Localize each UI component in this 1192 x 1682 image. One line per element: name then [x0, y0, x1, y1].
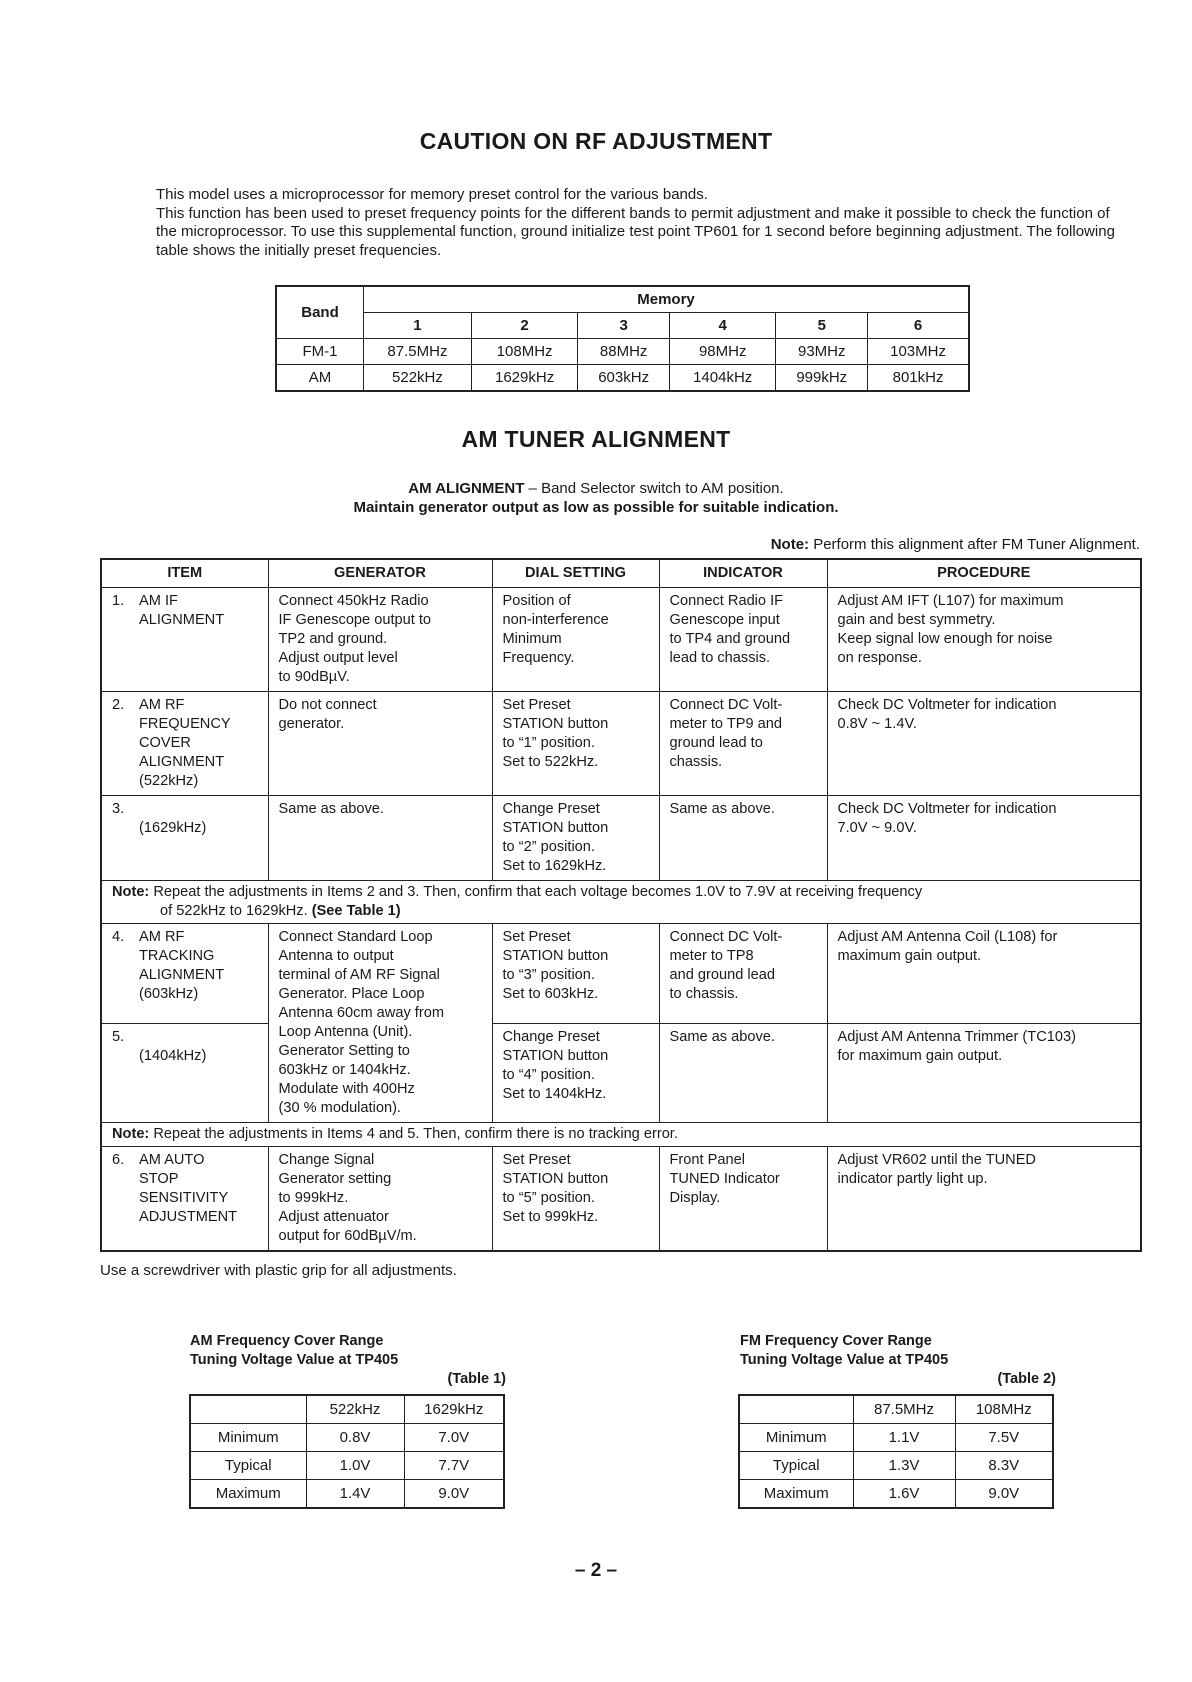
procedure-cell: [827, 924, 1141, 1024]
am-alignment-table: [100, 558, 1142, 1252]
col-header: 1629kHz: [404, 1395, 504, 1424]
text-line: Adjust output level: [278, 650, 398, 666]
dial-cell: [492, 796, 659, 881]
intro-para-2: This function has been used to preset frequency points for the different bands to permit adjustment and make it possible to check the function of the microprocessor. To use this supplemental function, ground initialize test point TP601 for 1 second before beginning adjustment. The following table shows the initially preset frequencies.: [156, 204, 1115, 260]
text-line: Tuning Voltage Value at TP405: [190, 1352, 399, 1368]
item-cell: [101, 588, 268, 692]
text-line: Set Preset: [502, 1152, 571, 1168]
text-line: Position of: [502, 593, 571, 609]
item-cell: [101, 796, 268, 881]
text-line: Antenna 60cm away from: [278, 1005, 444, 1021]
generator-cell-shared: [268, 924, 492, 1123]
text-line: Same as above.: [278, 801, 384, 817]
subtitle-rest: – Band Selector switch to AM position.: [524, 480, 784, 497]
text-line: Set to 603kHz.: [502, 986, 599, 1002]
table-row: [739, 1424, 1053, 1452]
table-row: [276, 365, 969, 392]
am-alignment-subtitle: [0, 479, 1192, 517]
memory-cell: 103MHz: [868, 339, 969, 365]
text-line: SENSITIVITY: [139, 1190, 229, 1206]
text-line: Same as above.: [669, 1028, 775, 1045]
value-cell: 1.3V: [853, 1452, 955, 1480]
text-line: Change Preset: [502, 1028, 600, 1045]
text-line: to chassis.: [669, 986, 739, 1002]
text-line: output for 60dBµV/m.: [278, 1228, 417, 1244]
text-line: meter to TP8: [669, 948, 754, 964]
text-line: Set to 1629kHz.: [502, 858, 607, 874]
table2-caption: [740, 1332, 1056, 1389]
subtitle-line-2: Maintain generator output as low as possible for suitable indication.: [353, 499, 839, 516]
header-indicator: INDICATOR: [659, 559, 827, 588]
text-line: Keep signal low enough for noise: [837, 631, 1053, 647]
procedure-cell: [827, 1023, 1141, 1123]
memory-cell: 603kHz: [578, 365, 670, 392]
indicator-cell: [659, 1023, 827, 1123]
header-procedure: PROCEDURE: [827, 559, 1141, 588]
dial-cell: [492, 692, 659, 796]
memory-cell: 801kHz: [868, 365, 969, 392]
generator-cell: [268, 1147, 492, 1252]
generator-cell: [268, 588, 492, 692]
text-line: Generator. Place Loop: [278, 986, 425, 1002]
dial-cell: [492, 924, 659, 1024]
procedure-cell: [827, 1147, 1141, 1252]
item-cell: [101, 692, 268, 796]
value-cell: 1.1V: [853, 1424, 955, 1452]
col-header: 87.5MHz: [853, 1395, 955, 1424]
memory-col-header: 5: [776, 313, 868, 339]
value-cell: 0.8V: [306, 1424, 404, 1452]
memory-cell: 93MHz: [776, 339, 868, 365]
text-line: Repeat the adjustments in Items 4 and 5. Then, confirm there is no tracking error.: [149, 1126, 678, 1142]
memory-cell: 87.5MHz: [364, 339, 472, 365]
memory-col-header: 2: [471, 313, 577, 339]
text-line: Adjust attenuator: [278, 1209, 389, 1225]
text-line: 7.0V ~ 9.0V.: [837, 820, 917, 836]
text-line: gain and best symmetry.: [837, 612, 996, 628]
table-row: [101, 588, 1141, 692]
text-line: 4.: [112, 929, 125, 945]
table-row: [276, 339, 969, 365]
text-line: Set to 522kHz.: [502, 754, 599, 770]
memory-col-header: 1: [364, 313, 472, 339]
text-line: Change Preset: [502, 801, 600, 817]
text-line: Set to 999kHz.: [502, 1209, 599, 1225]
header-item: ITEM: [101, 559, 268, 588]
memory-col-header: 3: [578, 313, 670, 339]
text-line: TRACKING: [139, 948, 215, 964]
memory-col-header: 4: [669, 313, 775, 339]
memory-cell: 98MHz: [669, 339, 775, 365]
text-line: AM Frequency Cover Range: [190, 1333, 384, 1349]
text-line: 603kHz or 1404kHz.: [278, 1062, 411, 1078]
table-row: [190, 1480, 504, 1509]
row-header: Minimum: [739, 1424, 853, 1452]
text-line: 3.: [112, 801, 125, 817]
text-line: ADJUSTMENT: [139, 1209, 238, 1225]
value-cell: 7.5V: [955, 1424, 1053, 1452]
text-line: Modulate with 400Hz: [278, 1081, 415, 1097]
intro-text: [156, 186, 1124, 261]
value-cell: 1.0V: [306, 1452, 404, 1480]
text-line: Connect Standard Loop: [278, 929, 433, 945]
empty-cell: [190, 1395, 306, 1424]
note-row: [101, 1123, 1141, 1147]
value-cell: 1.6V: [853, 1480, 955, 1509]
text-line: to “3” position.: [502, 967, 595, 983]
text-line: Connect 450kHz Radio: [278, 593, 429, 609]
item-cell: [101, 1023, 268, 1123]
fm-cover-range-table: [738, 1394, 1054, 1509]
memory-cell: 108MHz: [471, 339, 577, 365]
value-cell: 1.4V: [306, 1480, 404, 1509]
item-cell: [101, 924, 268, 1024]
text-line: Note:: [112, 1126, 150, 1142]
text-line: Adjust AM Antenna Coil (L108) for: [837, 929, 1058, 945]
generator-cell: [268, 796, 492, 881]
col-header: 522kHz: [306, 1395, 404, 1424]
text-line: ALIGNMENT: [139, 612, 225, 628]
note-cell: [101, 881, 1141, 924]
table1-caption: [190, 1332, 506, 1389]
note-text: Perform this alignment after FM Tuner Alignment.: [809, 536, 1140, 553]
empty-cell: [739, 1395, 853, 1424]
text-line: Set to 1404kHz.: [502, 1085, 607, 1102]
text-line: (Table 1): [447, 1371, 506, 1387]
table-row: [190, 1424, 504, 1452]
value-cell: 7.0V: [404, 1424, 504, 1452]
text-line: for maximum gain output.: [837, 1047, 1003, 1064]
memory-cell: 522kHz: [364, 365, 472, 392]
table-row: [739, 1395, 1053, 1424]
table-row: [101, 796, 1141, 881]
indicator-cell: [659, 692, 827, 796]
text-line: chassis.: [669, 754, 723, 770]
indicator-cell: [659, 796, 827, 881]
text-line: (Table 2): [997, 1371, 1056, 1387]
text-line: 2.: [112, 697, 125, 713]
text-line: Generator setting: [278, 1171, 392, 1187]
text-line: generator.: [278, 716, 345, 732]
text-line: to 90dBµV.: [278, 669, 350, 685]
text-line: (603kHz): [139, 986, 199, 1002]
text-line: on response.: [837, 650, 922, 666]
memory-cell: 999kHz: [776, 365, 868, 392]
text-line: STATION button: [502, 1171, 609, 1187]
row-header: Maximum: [190, 1480, 306, 1509]
text-line: 5.: [112, 1028, 125, 1045]
text-line: (30 % modulation).: [278, 1100, 401, 1116]
value-cell: 8.3V: [955, 1452, 1053, 1480]
text-line: Set Preset: [502, 697, 571, 713]
memory-cell: 1404kHz: [669, 365, 775, 392]
text-line: lead to chassis.: [669, 650, 771, 666]
text-line: Frequency.: [502, 650, 575, 666]
table-row: [101, 1023, 1141, 1123]
text-line: AM RF: [139, 697, 185, 713]
band-cell: FM-1: [276, 339, 364, 365]
indicator-cell: [659, 588, 827, 692]
text-line: to 999kHz.: [278, 1190, 349, 1206]
value-cell: 7.7V: [404, 1452, 504, 1480]
text-line: terminal of AM RF Signal: [278, 967, 440, 983]
table-row: [101, 924, 1141, 1024]
text-line: ALIGNMENT: [139, 967, 225, 983]
text-line: (1404kHz): [139, 1047, 207, 1064]
col-header: 108MHz: [955, 1395, 1053, 1424]
text-line: Do not connect: [278, 697, 377, 713]
procedure-cell: [827, 692, 1141, 796]
text-line: Check DC Voltmeter for indication: [837, 801, 1057, 817]
note-fm-first: [771, 536, 1140, 553]
text-line: TUNED Indicator: [669, 1171, 780, 1187]
header-generator: GENERATOR: [268, 559, 492, 588]
caution-title: CAUTION ON RF ADJUSTMENT: [419, 128, 773, 154]
text-line: Genescope input: [669, 612, 780, 628]
text-line: Repeat the adjustments in Items 2 and 3. Then, confirm that each voltage becomes 1.0V to 7.9V at receiving frequency: [149, 884, 923, 900]
row-header: Minimum: [190, 1424, 306, 1452]
memory-cell: 88MHz: [578, 339, 670, 365]
value-cell: 9.0V: [404, 1480, 504, 1509]
generator-cell: [268, 692, 492, 796]
text-line: AM AUTO: [139, 1152, 205, 1168]
note-cell: [101, 1123, 1141, 1147]
text-line: Adjust AM IFT (L107) for maximum: [837, 593, 1064, 609]
text-line: Connect DC Volt-: [669, 929, 783, 945]
text-line: Note:: [112, 884, 150, 900]
text-line: to “5” position.: [502, 1190, 595, 1206]
indicator-cell: [659, 1147, 827, 1252]
text-line: Set Preset: [502, 929, 571, 945]
text-line: Connect DC Volt-: [669, 697, 783, 713]
text-line: ground lead to: [669, 735, 763, 751]
text-line: Connect Radio IF: [669, 593, 784, 609]
text-line: non-interference: [502, 612, 609, 628]
text-line: STATION button: [502, 716, 609, 732]
text-line: STATION button: [502, 1047, 609, 1064]
header-dial-setting: DIAL SETTING: [492, 559, 659, 588]
item-cell: [101, 1147, 268, 1252]
text-line: Check DC Voltmeter for indication: [837, 697, 1057, 713]
note-row: [101, 881, 1141, 924]
text-line: Antenna to output: [278, 948, 394, 964]
am-cover-range-table: [189, 1394, 505, 1509]
text-line: of 522kHz to 1629kHz.: [160, 903, 312, 919]
text-line: and ground lead: [669, 967, 775, 983]
text-line: IF Genescope output to: [278, 612, 432, 628]
text-line: (See Table 1): [311, 903, 401, 919]
text-line: FREQUENCY: [139, 716, 231, 732]
text-line: 6.: [112, 1152, 125, 1168]
text-line: indicator partly light up.: [837, 1171, 988, 1187]
indicator-cell: [659, 924, 827, 1024]
table-row: [190, 1452, 504, 1480]
text-line: to “4” position.: [502, 1066, 595, 1083]
table-row: [101, 692, 1141, 796]
note-label: Note:: [770, 536, 810, 553]
text-line: STATION button: [502, 820, 609, 836]
text-line: 1.: [112, 593, 125, 609]
text-line: Change Signal: [278, 1152, 375, 1168]
text-line: Minimum: [502, 631, 562, 647]
text-line: Same as above.: [669, 801, 775, 817]
row-header: Typical: [739, 1452, 853, 1480]
page-number: – 2 –: [574, 1560, 618, 1581]
memory-preset-table: [275, 285, 970, 392]
text-line: meter to TP9 and: [669, 716, 782, 732]
text-line: Loop Antenna (Unit).: [278, 1024, 413, 1040]
text-line: COVER: [139, 735, 191, 751]
text-line: to “1” position.: [502, 735, 595, 751]
text-line: Front Panel: [669, 1152, 745, 1168]
table-row: [739, 1452, 1053, 1480]
text-line: TP2 and ground.: [278, 631, 388, 647]
procedure-cell: [827, 588, 1141, 692]
text-line: Tuning Voltage Value at TP405: [740, 1352, 949, 1368]
text-line: 0.8V ~ 1.4V.: [837, 716, 917, 732]
table-row: [101, 1147, 1141, 1252]
subtitle-bold: AM ALIGNMENT: [408, 480, 525, 497]
dial-cell: [492, 1023, 659, 1123]
band-cell: AM: [276, 365, 364, 392]
text-line: Display.: [669, 1190, 721, 1206]
text-line: Adjust AM Antenna Trimmer (TC103): [837, 1028, 1076, 1045]
memory-cell: 1629kHz: [471, 365, 577, 392]
text-line: Adjust VR602 until the TUNED: [837, 1152, 1036, 1168]
text-line: (522kHz): [139, 773, 199, 789]
row-header: Maximum: [739, 1480, 853, 1509]
dial-cell: [492, 588, 659, 692]
text-line: maximum gain output.: [837, 948, 982, 964]
text-line: AM IF: [139, 593, 178, 609]
value-cell: 9.0V: [955, 1480, 1053, 1509]
memory-header: Memory: [364, 286, 970, 313]
text-line: Generator Setting to: [278, 1043, 410, 1059]
table-row: [739, 1480, 1053, 1509]
dial-cell: [492, 1147, 659, 1252]
text-line: STOP: [139, 1171, 179, 1187]
band-header: Band: [276, 286, 364, 339]
text-line: (1629kHz): [139, 820, 207, 836]
procedure-cell: [827, 796, 1141, 881]
text-line: to TP4 and ground: [669, 631, 791, 647]
screwdriver-note: Use a screwdriver with plastic grip for all adjustments.: [100, 1262, 457, 1279]
text-line: AM RF: [139, 929, 185, 945]
text-line: STATION button: [502, 948, 609, 964]
text-line: ALIGNMENT: [139, 754, 225, 770]
table-row: [190, 1395, 504, 1424]
memory-col-header: 6: [868, 313, 969, 339]
text-line: to “2” position.: [502, 839, 595, 855]
intro-para-1: This model uses a microprocessor for memory preset control for the various bands.: [156, 186, 708, 203]
text-line: FM Frequency Cover Range: [740, 1333, 932, 1349]
row-header: Typical: [190, 1452, 306, 1480]
am-tuner-title: AM TUNER ALIGNMENT: [461, 426, 731, 452]
